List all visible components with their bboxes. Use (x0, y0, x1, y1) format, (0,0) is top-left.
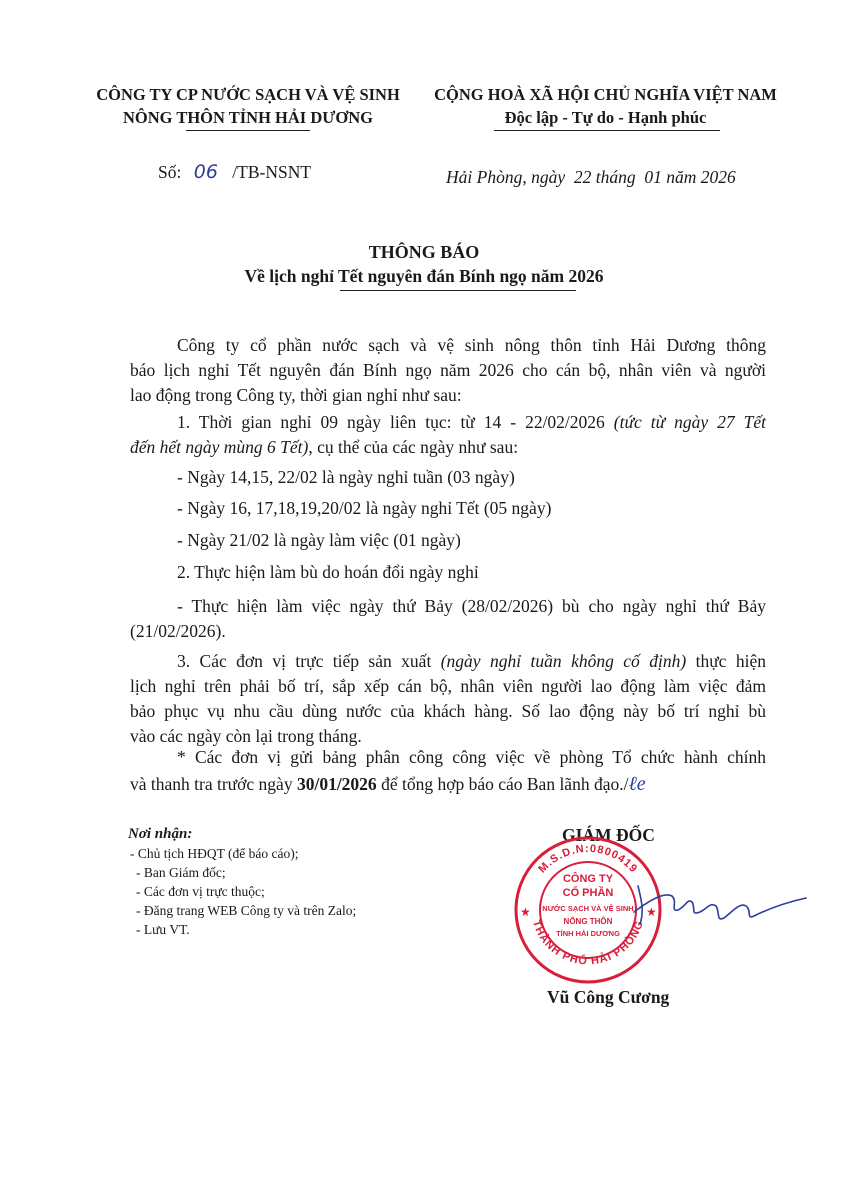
motto-underline (494, 130, 720, 131)
item3-line-3: bảo phục vụ nhu cầu dùng nước của khách hàng. Số lao động này bố trí nghỉ bù (130, 701, 766, 721)
recipient-item: - Các đơn vị trực thuộc; (136, 884, 265, 899)
intro-line-2: báo lịch nghỉ Tết nguyên đán Bính ngọ năm 2026 cho cán bộ, nhân viên và người (130, 360, 766, 380)
org-name-block (82, 83, 414, 129)
item2-detail-line-2: (21/02/2026). (130, 621, 226, 641)
org-underline (186, 130, 310, 131)
item2-heading: 2. Thực hiện làm bù do hoán đổi ngày nghỉ (177, 562, 479, 582)
recipient-item: - Lưu VT. (136, 922, 190, 937)
doc-number (158, 160, 311, 185)
document-subtitle: Về lịch nghỉ Tết nguyên đán Bính ngọ năm 2026 (244, 266, 604, 286)
seal-star-left: ★ (520, 905, 531, 919)
handwritten-signature (620, 872, 810, 932)
doc-number-prefix: Số: (158, 162, 182, 182)
document-title: THÔNG BÁO (368, 242, 480, 262)
seal-center-line5: TỈNH HẢI DƯƠNG (556, 929, 620, 938)
bullet-2: - Ngày 16, 17,18,19,20/02 là ngày nghỉ Tết (05 ngày) (177, 498, 552, 518)
item1-line-2: đến hết ngày mùng 6 Tết), cụ thể của các ngày như sau: (130, 437, 519, 457)
recipients-label: Nơi nhận: (128, 826, 193, 842)
note-initials: ℓe (628, 773, 646, 795)
seal-center-line3: NƯỚC SẠCH VÀ VỆ SINH (542, 904, 634, 913)
recipients-block (128, 824, 356, 939)
seal-center-line2: CỔ PHẦN (562, 887, 614, 899)
doc-number-suffix: /TB-NSNT (232, 162, 312, 182)
intro-line-3: lao động trong Công ty, thời gian nghỉ như sau: (130, 385, 462, 405)
seal-center-line4: NÔNG THÔN (563, 917, 613, 926)
signer-position: GIÁM ĐỐC (562, 825, 655, 845)
seal-star-right: ★ (646, 905, 657, 919)
doc-number-handwritten: 06 (193, 161, 218, 183)
org-name-line2: NÔNG THÔN TỈNH HẢI DƯƠNG (123, 108, 373, 127)
item1-line-1: 1. Thời gian nghỉ 09 ngày liên tục: từ 14 - 22/02/2026 (tức từ ngày 27 Tết (177, 412, 766, 432)
seal-city-arc: THÀNH PHỐ HẢI PHÒNG (529, 918, 647, 968)
recipient-item: - Ban Giám đốc; (136, 865, 226, 880)
note-line-1: * Các đơn vị gửi bảng phân công công việc về phòng Tổ chức hành chính (177, 747, 766, 767)
item3-line-1: 3. Các đơn vị trực tiếp sản xuất (ngày nghỉ tuần không cố định) thực hiện (177, 651, 766, 671)
date-place: Hải Phòng, ngày 22 tháng 01 năm 2026 (446, 167, 736, 187)
nation-line1: CỘNG HOÀ XÃ HỘI CHỦ NGHĨA VIỆT NAM (434, 85, 777, 104)
bullet-1: - Ngày 14,15, 22/02 là ngày nghỉ tuần (03 ngày) (177, 467, 515, 487)
signer-name: Vũ Công Cương (547, 987, 670, 1007)
note-line-2: và thanh tra trước ngày 30/01/2026 để tổng hợp báo cáo Ban lãnh đạo./ℓe (130, 773, 646, 795)
org-name-line1: CÔNG TY CP NƯỚC SẠCH VÀ VỆ SINH (96, 85, 400, 104)
seal-tax-code: M.S.D.N:0800419 (536, 842, 640, 876)
item3-line-2: lịch nghỉ trên phải bố trí, sắp xếp cán bộ, nhân viên người lao động làm việc đảm (130, 676, 766, 696)
title-underline (340, 290, 576, 291)
seal-center-line1: CÔNG TY (562, 873, 614, 885)
nation-motto-block (418, 83, 793, 129)
bullet-3: - Ngày 21/02 là ngày làm việc (01 ngày) (177, 530, 461, 550)
item2-detail-line-1: - Thực hiện làm việc ngày thứ Bảy (28/02/2026) bù cho ngày nghỉ thứ Bảy (177, 596, 766, 616)
recipient-item: - Đăng trang WEB Công ty và trên Zalo; (136, 903, 357, 918)
nation-line2: Độc lập - Tự do - Hạnh phúc (504, 108, 707, 127)
recipient-item: - Chủ tịch HĐQT (để báo cáo); (130, 846, 299, 861)
item3-line-4: vào các ngày còn lại trong tháng. (130, 726, 362, 746)
intro-line-1: Công ty cổ phần nước sạch và vệ sinh nông thôn tỉnh Hải Dương thông (177, 335, 766, 355)
